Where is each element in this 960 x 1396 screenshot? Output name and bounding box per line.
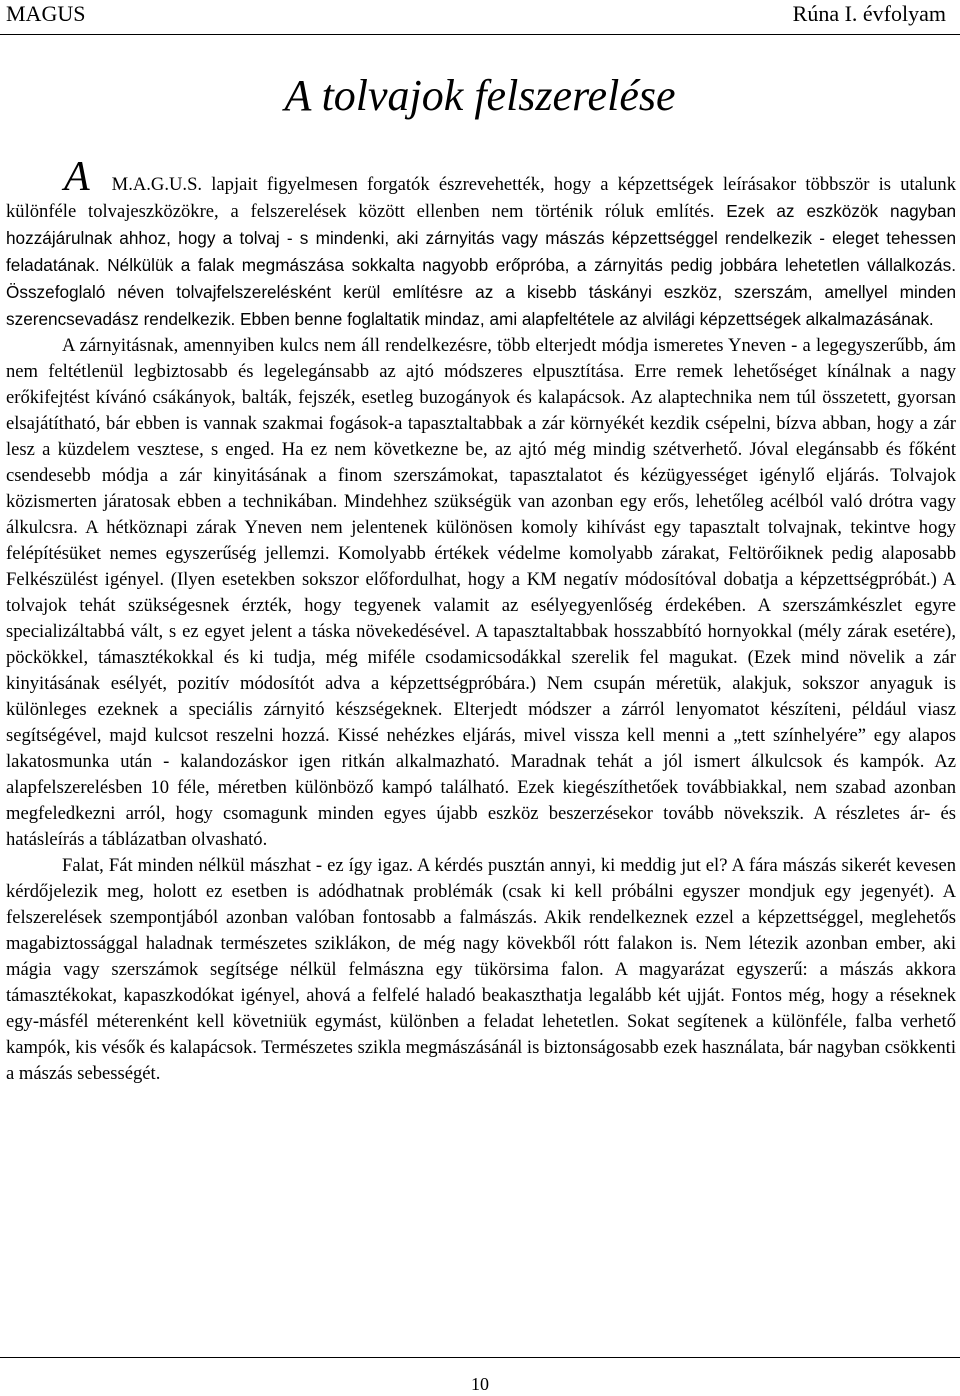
paragraph-intro xyxy=(6,154,956,333)
drop-cap: A xyxy=(64,154,90,200)
article-title: A tolvajok felszerelése xyxy=(284,71,676,120)
footer-divider xyxy=(0,1357,960,1358)
header-issue-label: Rúna I. évfolyam xyxy=(792,1,946,26)
page-header xyxy=(0,0,960,35)
article-body xyxy=(6,154,956,1087)
paragraph-lockpicking: A zárnyitásnak, amennyiben kulcs nem áll rendelkezésre, több elterjedt módja ismeretes Yneven - a legegyszerűbb, ám nem feltétlenül legbiztosabb és legelegánsabb az ajtó módszeres elpusztítása. Erre remek lehetőséget kínálnak a nagy erőkifejtést kívánó csákányok, balták, fejszék, esetleg buzogányok és kalapácsok. Az alaptechnika nem túl összetett, gyorsan elsajátítható, bár ebben is vannak szakmai fogások-a tapasztaltabbak a zár környékét kezdik csépelni, bízva abban, hogy a zár lesz a küzdelem vesztese, s enged. Ha ez nem következne be, az ajtó még mindig szétverhető. Jóval elegánsabb és főként csendesebb módja a zár kinyitásának a finom szerszámokat, tapasztalatot és kézügyességet igénylő eljárás. Tolvajok közismerten járatosak ebben a technikában. Mindehhez szükségük van azonban egy erős, lehetőleg acélból való drótra vagy álkulcsra. A hétköznapi zárak Yneven nem jelentenek különösen komoly kihívást egy tapasztalt tolvajnak, tekintve hogy felépítésüket nemes egyszerűség jellemzi. Komolyabb értékek védelme komolyabb zárakat, Feltörőiknek pedig alaposabb Felkészülést igényel. (Ilyen esetekben sokszor előfordulhat, hogy a KM negatív módosítóval dobatja a képzettségpróbát.) A tolvajok tehát szükségesnek érzték, hogy tegyenek valamit az esélyegyenlőség érdekében. A szerszámkészlet egyre specializáltabbá vált, s ez egyet jelent a táska növekedésével. A tapasztaltabbak hosszabbító hornyokkal (mély zárak esetére), pöckökkel, támasztékokkal és ki tudja, még miféle csodamicsodákkal szerelik fel magukat. (Ezek mind növelik a zár kinyitásának esélyét, pozitív módosítót adva a képzettségpróbára.) Nem csupán méretük, alakjuk, sokszor anyaguk is különleges ezeknek a speciális zárnyitó készségeknek. Elterjedt módszer a zárról lenyomatot készíteni, például viasz segítségével, majd kulcsot reszelni hozzá. Kissé nehézkes eljárás, mivel vissza kell menni a „tett színhelyére” egy alapos lakatosmunka után - kalandozáskor igen ritkán alkalmazható. Maradnak tehát a jól ismert álkulcsok és kampók. Az alapfelszerelésben 10 féle, méretben különböző kampó található. Ezek kiegészíthetőek továbbiakkal, nem szabad azonban megfeledkezni arról, hogy csomagunk minden egyes újabb eszköz beszerzésekor tovább növekszik. A részletes ár- és hatásleírás a táblázatban olvasható. xyxy=(6,335,956,850)
paragraph-climbing: Falat, Fát minden nélkül mászhat - ez így igaz. A kérdés pusztán annyi, ki meddig jut el? A fára mászás sikerét kevesen kérdőjelezik meg, holott ez esetben is adódhatnak problémák (csak ki kell próbálni egyszer mondjuk egy jegenyét). A felszerelések szempontjából azonban valóban fontosabb a falmászás. Akik rendelkeznek ezzel a képzettséggel, meglehetős magabiztossággal haladnak természetes sziklákon, de még nagy kövekből rótt falakon is. Nem létezik azonban ember, aki mágia vagy szerszámok segítsége nélkül felmászna egy tükörsima falon. A magyarázat egyszerű: a mászás akkora támasztékokat, kapaszkodókat igényel, ahová a felfelé haladó beakaszthatja legalább két ujját. Fontos még, hogy a réseknek egy-másfél méterenként kell követniük egymást, különben a feladat lehetetlen. Sokat segítenek a különféle, falba verhető kampók, kis vésők és kalapácsok. Természetes szikla megmászásánál is biztonságosabb ezek használata, bár nagyban csökkenti a mászás sebességét. xyxy=(6,855,956,1084)
header-magazine-name: MAGUS xyxy=(6,1,86,26)
paragraph-intro-serif: M.A.G.U.S. lapjait figyelmesen forgatók észrevehették, hogy a képzettségek leírásakor többször is utalunk különféle tolvajeszközökre, a felszerelések között ellenben nem történik róluk említés. xyxy=(6,174,956,222)
page-number: 10 xyxy=(471,1374,489,1394)
paragraph-intro-sans: Ezek az eszközök nagyban hozzájárulnak ahhoz, hogy a tolvaj - s mindenki, aki zárnyitás vagy mászás képzettséggel rendelkezik - eleget tehessen feladatának. Nélkülük a falak megmászása sokkalta nagyobb erőpróba, a zárnyitás pedig jobbára lehetetlen vállalkozás. Összefoglaló néven tolvajfelszerelésként kerül említésre az a kisebb táskányi eszköz, szerszám, amellyel minden szerencsevadász rendelkezik. Ebben benne foglaltatik mindaz, ami alapfeltétele az alvilági képzettségek alkalmazásának. xyxy=(6,201,956,329)
